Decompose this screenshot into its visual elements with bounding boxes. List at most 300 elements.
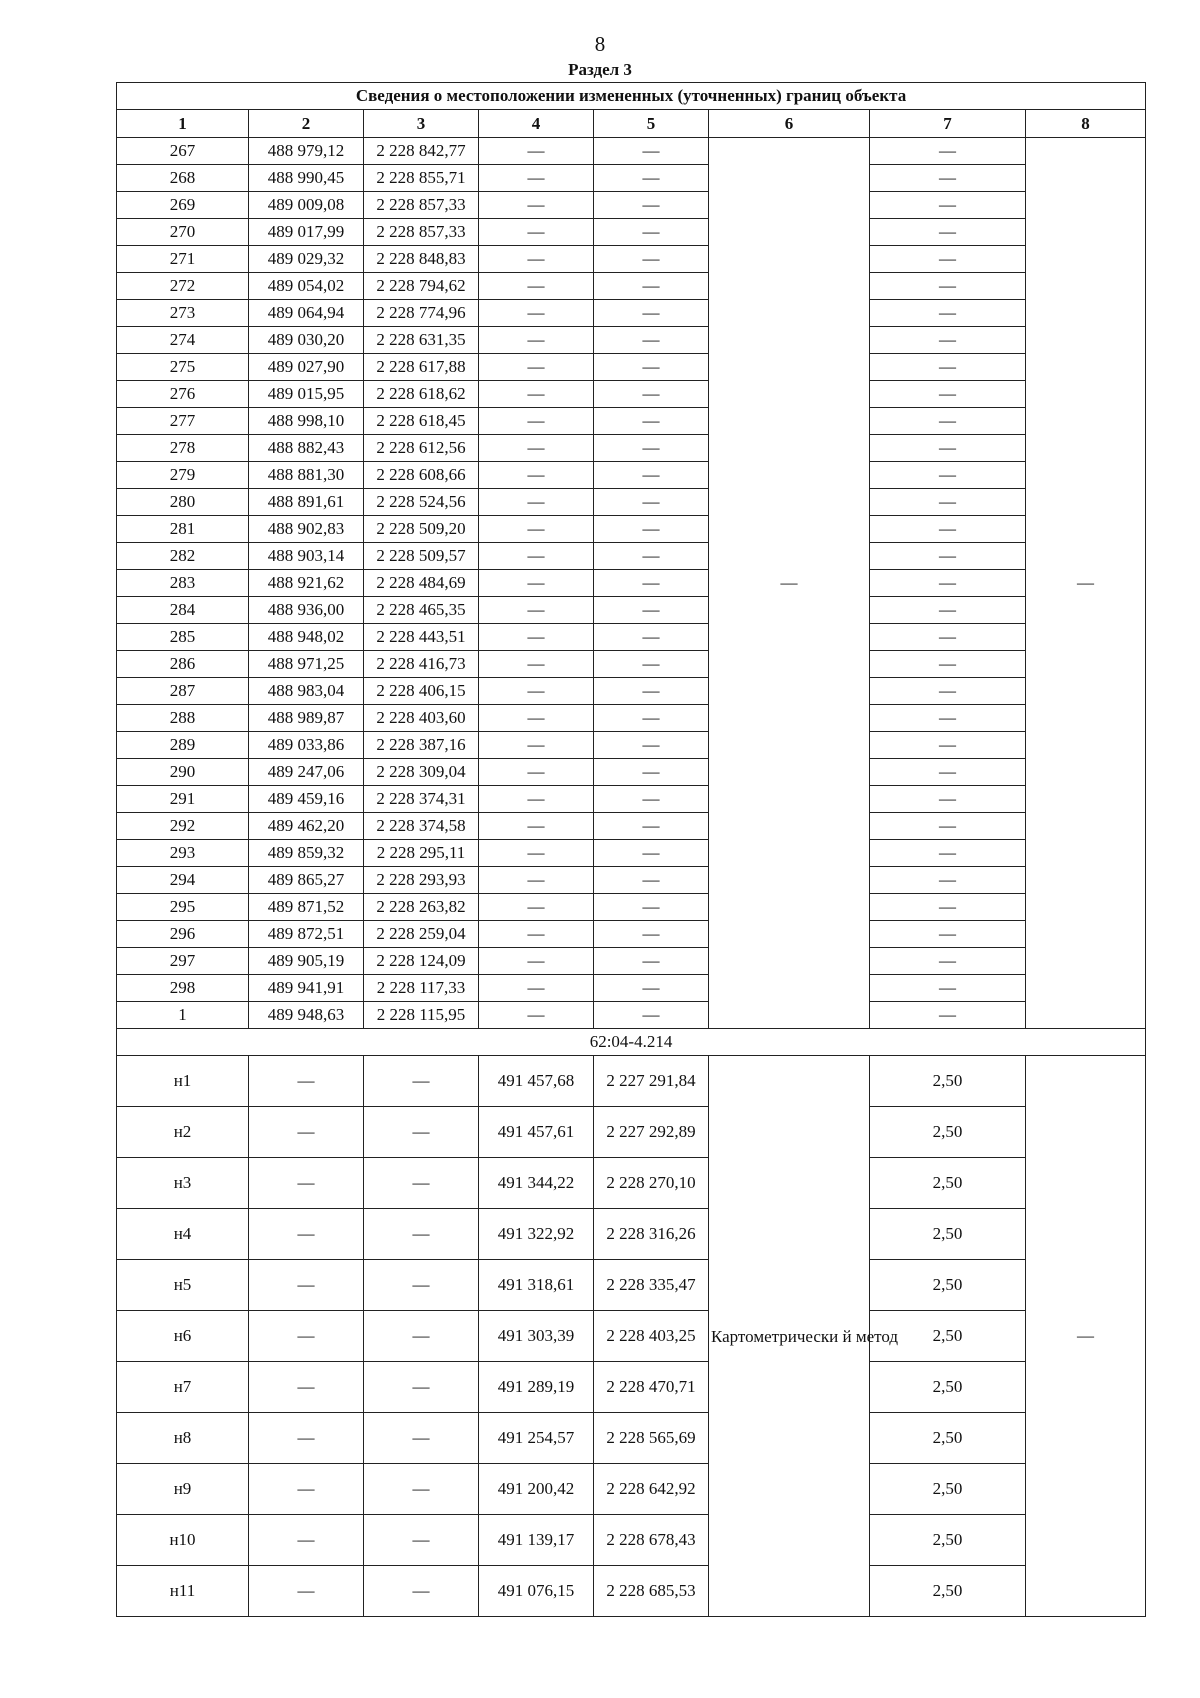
new-y-cell: — — [594, 813, 709, 840]
table-row — [117, 813, 1146, 840]
old-x-cell: — — [249, 1107, 364, 1158]
point-number-cell: 285 — [117, 624, 249, 651]
point-number-cell: н7 — [117, 1362, 249, 1413]
new-x-cell: 491 344,22 — [479, 1158, 594, 1209]
point-number-cell: н1 — [117, 1056, 249, 1107]
precision-cell: — — [870, 462, 1026, 489]
new-y-cell: 2 227 292,89 — [594, 1107, 709, 1158]
point-number-cell: 291 — [117, 786, 249, 813]
new-y-cell: — — [594, 624, 709, 651]
new-x-cell: 491 457,68 — [479, 1056, 594, 1107]
new-y-cell: 2 228 270,10 — [594, 1158, 709, 1209]
new-x-cell: — — [479, 705, 594, 732]
new-x-cell: — — [479, 759, 594, 786]
precision-cell: — — [870, 543, 1026, 570]
old-x-cell: 488 936,00 — [249, 597, 364, 624]
new-x-cell: 491 200,42 — [479, 1464, 594, 1515]
page-number: 8 — [594, 32, 606, 56]
table-row — [117, 1362, 1146, 1413]
old-x-cell: — — [249, 1413, 364, 1464]
old-x-cell: 489 941,91 — [249, 975, 364, 1002]
new-x-cell: — — [479, 921, 594, 948]
old-x-cell: 488 891,61 — [249, 489, 364, 516]
point-number-cell: 287 — [117, 678, 249, 705]
table-row — [117, 894, 1146, 921]
precision-cell: 2,50 — [870, 1566, 1026, 1617]
old-y-cell: — — [364, 1515, 479, 1566]
table-row — [117, 759, 1146, 786]
new-y-cell: 2 228 335,47 — [594, 1260, 709, 1311]
new-y-cell: — — [594, 759, 709, 786]
table-row — [117, 192, 1146, 219]
precision-cell: — — [870, 840, 1026, 867]
old-x-cell: — — [249, 1260, 364, 1311]
precision-cell: — — [870, 354, 1026, 381]
coordinates-table — [116, 82, 1146, 1617]
table-caption: Сведения о местоположении измененных (уточненных) границ объекта — [117, 83, 1146, 110]
old-y-cell: 2 228 631,35 — [364, 327, 479, 354]
column-number: 6 — [709, 110, 870, 138]
precision-cell: 2,50 — [870, 1107, 1026, 1158]
precision-cell: — — [870, 570, 1026, 597]
new-y-cell: — — [594, 543, 709, 570]
table-row — [117, 354, 1146, 381]
new-x-cell: — — [479, 408, 594, 435]
old-x-cell: 489 015,95 — [249, 381, 364, 408]
point-number-cell: 277 — [117, 408, 249, 435]
old-y-cell: 2 228 387,16 — [364, 732, 479, 759]
new-x-cell: 491 139,17 — [479, 1515, 594, 1566]
new-x-cell: 491 254,57 — [479, 1413, 594, 1464]
precision-cell: — — [870, 1002, 1026, 1029]
point-number-cell: 276 — [117, 381, 249, 408]
point-number-cell: 279 — [117, 462, 249, 489]
old-x-cell: 489 872,51 — [249, 921, 364, 948]
column-number: 7 — [870, 110, 1026, 138]
precision-cell: — — [870, 759, 1026, 786]
old-x-cell: — — [249, 1464, 364, 1515]
precision-cell: — — [870, 246, 1026, 273]
point-number-cell: 286 — [117, 651, 249, 678]
old-y-cell: 2 228 857,33 — [364, 192, 479, 219]
new-x-cell: 491 318,61 — [479, 1260, 594, 1311]
precision-cell: — — [870, 813, 1026, 840]
point-number-cell: 290 — [117, 759, 249, 786]
precision-cell: — — [870, 273, 1026, 300]
point-number-cell: 270 — [117, 219, 249, 246]
table-row — [117, 1260, 1146, 1311]
new-x-cell: — — [479, 273, 594, 300]
new-y-cell: — — [594, 138, 709, 165]
new-x-cell: — — [479, 543, 594, 570]
old-x-cell: 489 029,32 — [249, 246, 364, 273]
new-y-cell: 2 228 642,92 — [594, 1464, 709, 1515]
table-row — [117, 840, 1146, 867]
point-number-cell: 267 — [117, 138, 249, 165]
old-y-cell: 2 228 295,11 — [364, 840, 479, 867]
table-row — [117, 165, 1146, 192]
old-y-cell: 2 228 848,83 — [364, 246, 479, 273]
point-number-cell: 298 — [117, 975, 249, 1002]
precision-cell: 2,50 — [870, 1413, 1026, 1464]
new-y-cell: — — [594, 462, 709, 489]
old-y-cell: — — [364, 1464, 479, 1515]
table-row — [117, 948, 1146, 975]
part1-body — [117, 138, 1146, 1029]
table-row — [117, 435, 1146, 462]
new-x-cell: — — [479, 192, 594, 219]
new-y-cell: — — [594, 1002, 709, 1029]
new-y-cell: — — [594, 867, 709, 894]
precision-cell: 2,50 — [870, 1311, 1026, 1362]
old-y-cell: — — [364, 1260, 479, 1311]
table-row — [117, 1311, 1146, 1362]
old-x-cell: 488 902,83 — [249, 516, 364, 543]
table-row — [117, 273, 1146, 300]
old-x-cell: 489 064,94 — [249, 300, 364, 327]
old-y-cell: 2 228 374,58 — [364, 813, 479, 840]
table-row — [117, 300, 1146, 327]
old-y-cell: 2 228 406,15 — [364, 678, 479, 705]
table-row — [117, 219, 1146, 246]
precision-cell: — — [870, 786, 1026, 813]
new-y-cell: — — [594, 192, 709, 219]
new-y-cell: 2 228 678,43 — [594, 1515, 709, 1566]
point-number-cell: 296 — [117, 921, 249, 948]
table-row — [117, 786, 1146, 813]
precision-cell: — — [870, 921, 1026, 948]
new-y-cell: 2 227 291,84 — [594, 1056, 709, 1107]
old-x-cell: 489 017,99 — [249, 219, 364, 246]
new-x-cell: — — [479, 867, 594, 894]
old-x-cell: 489 905,19 — [249, 948, 364, 975]
point-number-cell: н8 — [117, 1413, 249, 1464]
point-number-cell: 278 — [117, 435, 249, 462]
point-number-cell: 281 — [117, 516, 249, 543]
old-x-cell: — — [249, 1158, 364, 1209]
precision-cell: 2,50 — [870, 1260, 1026, 1311]
section-title: Раздел 3 — [568, 60, 632, 79]
old-y-cell: 2 228 509,20 — [364, 516, 479, 543]
new-y-cell: — — [594, 327, 709, 354]
old-x-cell: 488 882,43 — [249, 435, 364, 462]
table-row — [117, 408, 1146, 435]
new-x-cell: — — [479, 300, 594, 327]
point-number-cell: 288 — [117, 705, 249, 732]
point-number-cell: 269 — [117, 192, 249, 219]
subsection-label: 62:04-4.214 — [117, 1029, 1146, 1056]
point-number-cell: н6 — [117, 1311, 249, 1362]
old-y-cell: 2 228 612,56 — [364, 435, 479, 462]
old-x-cell: 489 033,86 — [249, 732, 364, 759]
old-y-cell: — — [364, 1107, 479, 1158]
new-y-cell: 2 228 685,53 — [594, 1566, 709, 1617]
old-x-cell: 489 027,90 — [249, 354, 364, 381]
new-y-cell: — — [594, 786, 709, 813]
new-y-cell: 2 228 470,71 — [594, 1362, 709, 1413]
old-x-cell: 489 009,08 — [249, 192, 364, 219]
old-y-cell: — — [364, 1362, 479, 1413]
old-y-cell: 2 228 608,66 — [364, 462, 479, 489]
precision-cell: — — [870, 732, 1026, 759]
new-x-cell: — — [479, 327, 594, 354]
precision-cell: 2,50 — [870, 1362, 1026, 1413]
new-x-cell: — — [479, 354, 594, 381]
new-x-cell: — — [479, 813, 594, 840]
method-cell: — — [709, 138, 870, 1029]
new-x-cell: — — [479, 462, 594, 489]
new-y-cell: — — [594, 165, 709, 192]
old-x-cell: — — [249, 1209, 364, 1260]
new-x-cell: — — [479, 975, 594, 1002]
point-number-cell: 289 — [117, 732, 249, 759]
table-row — [117, 381, 1146, 408]
column-numbers-row — [117, 110, 1146, 138]
new-x-cell: — — [479, 246, 594, 273]
new-y-cell: — — [594, 570, 709, 597]
new-x-cell: — — [479, 219, 594, 246]
table-row — [117, 1002, 1146, 1029]
new-x-cell: — — [479, 138, 594, 165]
old-y-cell: 2 228 124,09 — [364, 948, 479, 975]
new-y-cell: — — [594, 651, 709, 678]
table-row — [117, 732, 1146, 759]
old-y-cell: — — [364, 1056, 479, 1107]
point-number-cell: 292 — [117, 813, 249, 840]
old-y-cell: 2 228 374,31 — [364, 786, 479, 813]
precision-cell: — — [870, 408, 1026, 435]
table-row — [117, 489, 1146, 516]
new-x-cell: — — [479, 894, 594, 921]
old-x-cell: 489 054,02 — [249, 273, 364, 300]
table-row — [117, 570, 1146, 597]
old-x-cell: — — [249, 1311, 364, 1362]
table-row — [117, 1413, 1146, 1464]
old-x-cell: 489 948,63 — [249, 1002, 364, 1029]
old-y-cell: — — [364, 1413, 479, 1464]
column-number: 8 — [1026, 110, 1146, 138]
old-x-cell: 489 859,32 — [249, 840, 364, 867]
old-y-cell: 2 228 263,82 — [364, 894, 479, 921]
table-row — [117, 1566, 1146, 1617]
old-y-cell: 2 228 293,93 — [364, 867, 479, 894]
point-number-cell: 275 — [117, 354, 249, 381]
old-y-cell: 2 228 309,04 — [364, 759, 479, 786]
point-number-cell: 297 — [117, 948, 249, 975]
new-y-cell: 2 228 316,26 — [594, 1209, 709, 1260]
point-number-cell: 1 — [117, 1002, 249, 1029]
new-y-cell: — — [594, 219, 709, 246]
subsection-body — [117, 1029, 1146, 1056]
precision-cell: — — [870, 975, 1026, 1002]
table-row — [117, 543, 1146, 570]
table-row — [117, 1515, 1146, 1566]
point-number-cell: н2 — [117, 1107, 249, 1158]
new-y-cell: — — [594, 300, 709, 327]
old-y-cell: 2 228 465,35 — [364, 597, 479, 624]
point-number-cell: н3 — [117, 1158, 249, 1209]
old-y-cell: 2 228 618,45 — [364, 408, 479, 435]
precision-cell: — — [870, 165, 1026, 192]
old-x-cell: 488 990,45 — [249, 165, 364, 192]
point-number-cell: 295 — [117, 894, 249, 921]
new-x-cell: 491 303,39 — [479, 1311, 594, 1362]
new-y-cell: — — [594, 516, 709, 543]
table-row — [117, 624, 1146, 651]
old-y-cell: 2 228 509,57 — [364, 543, 479, 570]
old-x-cell: 488 971,25 — [249, 651, 364, 678]
new-y-cell: — — [594, 273, 709, 300]
precision-cell: 2,50 — [870, 1158, 1026, 1209]
part2-body — [117, 1056, 1146, 1617]
precision-cell: — — [870, 489, 1026, 516]
old-y-cell: 2 228 617,88 — [364, 354, 479, 381]
point-number-cell: 271 — [117, 246, 249, 273]
old-x-cell: 489 462,20 — [249, 813, 364, 840]
new-x-cell: — — [479, 570, 594, 597]
table-caption-row — [117, 83, 1146, 110]
old-x-cell: 488 903,14 — [249, 543, 364, 570]
new-x-cell: 491 289,19 — [479, 1362, 594, 1413]
new-y-cell: — — [594, 381, 709, 408]
precision-cell: — — [870, 705, 1026, 732]
table-row — [117, 1464, 1146, 1515]
point-number-cell: 284 — [117, 597, 249, 624]
new-x-cell: — — [479, 732, 594, 759]
table-row — [117, 516, 1146, 543]
precision-cell: — — [870, 138, 1026, 165]
old-x-cell: 489 247,06 — [249, 759, 364, 786]
point-number-cell: н10 — [117, 1515, 249, 1566]
old-y-cell: — — [364, 1311, 479, 1362]
old-y-cell: 2 228 443,51 — [364, 624, 479, 651]
new-x-cell: — — [479, 624, 594, 651]
old-x-cell: 488 989,87 — [249, 705, 364, 732]
table-row — [117, 651, 1146, 678]
point-number-cell: н11 — [117, 1566, 249, 1617]
precision-cell: 2,50 — [870, 1464, 1026, 1515]
column-number: 5 — [594, 110, 709, 138]
point-number-cell: 268 — [117, 165, 249, 192]
new-x-cell: — — [479, 651, 594, 678]
table-row — [117, 1107, 1146, 1158]
table-row — [117, 678, 1146, 705]
old-x-cell: 488 881,30 — [249, 462, 364, 489]
old-y-cell: — — [364, 1158, 479, 1209]
new-x-cell: — — [479, 165, 594, 192]
table-row — [117, 705, 1146, 732]
table-row — [117, 1158, 1146, 1209]
old-x-cell: 488 979,12 — [249, 138, 364, 165]
precision-cell: — — [870, 867, 1026, 894]
old-y-cell: 2 228 416,73 — [364, 651, 479, 678]
old-x-cell: — — [249, 1056, 364, 1107]
new-y-cell: — — [594, 948, 709, 975]
note-cell: — — [1026, 1056, 1146, 1617]
old-y-cell: 2 228 484,69 — [364, 570, 479, 597]
table-row — [117, 921, 1146, 948]
precision-cell: — — [870, 435, 1026, 462]
note-cell: — — [1026, 138, 1146, 1029]
table-row — [117, 867, 1146, 894]
old-x-cell: 488 921,62 — [249, 570, 364, 597]
old-y-cell: — — [364, 1566, 479, 1617]
new-x-cell: — — [479, 840, 594, 867]
precision-cell: — — [870, 327, 1026, 354]
precision-cell: 2,50 — [870, 1056, 1026, 1107]
old-y-cell: 2 228 115,95 — [364, 1002, 479, 1029]
table-row — [117, 1209, 1146, 1260]
point-number-cell: 272 — [117, 273, 249, 300]
precision-cell: 2,50 — [870, 1209, 1026, 1260]
new-y-cell: — — [594, 246, 709, 273]
table-row — [117, 246, 1146, 273]
precision-cell: — — [870, 516, 1026, 543]
old-x-cell: 489 865,27 — [249, 867, 364, 894]
new-x-cell: — — [479, 381, 594, 408]
precision-cell: — — [870, 624, 1026, 651]
point-number-cell: н4 — [117, 1209, 249, 1260]
precision-cell: — — [870, 192, 1026, 219]
old-y-cell: 2 228 794,62 — [364, 273, 479, 300]
old-x-cell: 488 948,02 — [249, 624, 364, 651]
point-number-cell: н5 — [117, 1260, 249, 1311]
new-y-cell: — — [594, 489, 709, 516]
new-y-cell: — — [594, 705, 709, 732]
precision-cell: — — [870, 300, 1026, 327]
new-x-cell: 491 457,61 — [479, 1107, 594, 1158]
table-row — [117, 138, 1146, 165]
column-number: 1 — [117, 110, 249, 138]
old-y-cell: 2 228 774,96 — [364, 300, 479, 327]
new-y-cell: — — [594, 840, 709, 867]
point-number-cell: 273 — [117, 300, 249, 327]
new-x-cell: 491 322,92 — [479, 1209, 594, 1260]
old-y-cell: 2 228 857,33 — [364, 219, 479, 246]
table-row — [117, 462, 1146, 489]
precision-cell: 2,50 — [870, 1515, 1026, 1566]
point-number-cell: 283 — [117, 570, 249, 597]
old-y-cell: 2 228 117,33 — [364, 975, 479, 1002]
new-x-cell: — — [479, 597, 594, 624]
new-x-cell: — — [479, 489, 594, 516]
old-x-cell: — — [249, 1566, 364, 1617]
new-x-cell: — — [479, 1002, 594, 1029]
column-number: 2 — [249, 110, 364, 138]
old-y-cell: — — [364, 1209, 479, 1260]
new-y-cell: — — [594, 597, 709, 624]
point-number-cell: 294 — [117, 867, 249, 894]
new-y-cell: — — [594, 678, 709, 705]
point-number-cell: 293 — [117, 840, 249, 867]
precision-cell: — — [870, 651, 1026, 678]
precision-cell: — — [870, 948, 1026, 975]
new-x-cell: — — [479, 948, 594, 975]
old-x-cell: 489 030,20 — [249, 327, 364, 354]
new-y-cell: 2 228 565,69 — [594, 1413, 709, 1464]
precision-cell: — — [870, 597, 1026, 624]
new-y-cell: — — [594, 921, 709, 948]
precision-cell: — — [870, 678, 1026, 705]
table-row — [117, 327, 1146, 354]
subsection-row — [117, 1029, 1146, 1056]
old-y-cell: 2 228 259,04 — [364, 921, 479, 948]
old-y-cell: 2 228 855,71 — [364, 165, 479, 192]
point-number-cell: 280 — [117, 489, 249, 516]
new-x-cell: — — [479, 435, 594, 462]
old-y-cell: 2 228 842,77 — [364, 138, 479, 165]
new-y-cell: 2 228 403,25 — [594, 1311, 709, 1362]
